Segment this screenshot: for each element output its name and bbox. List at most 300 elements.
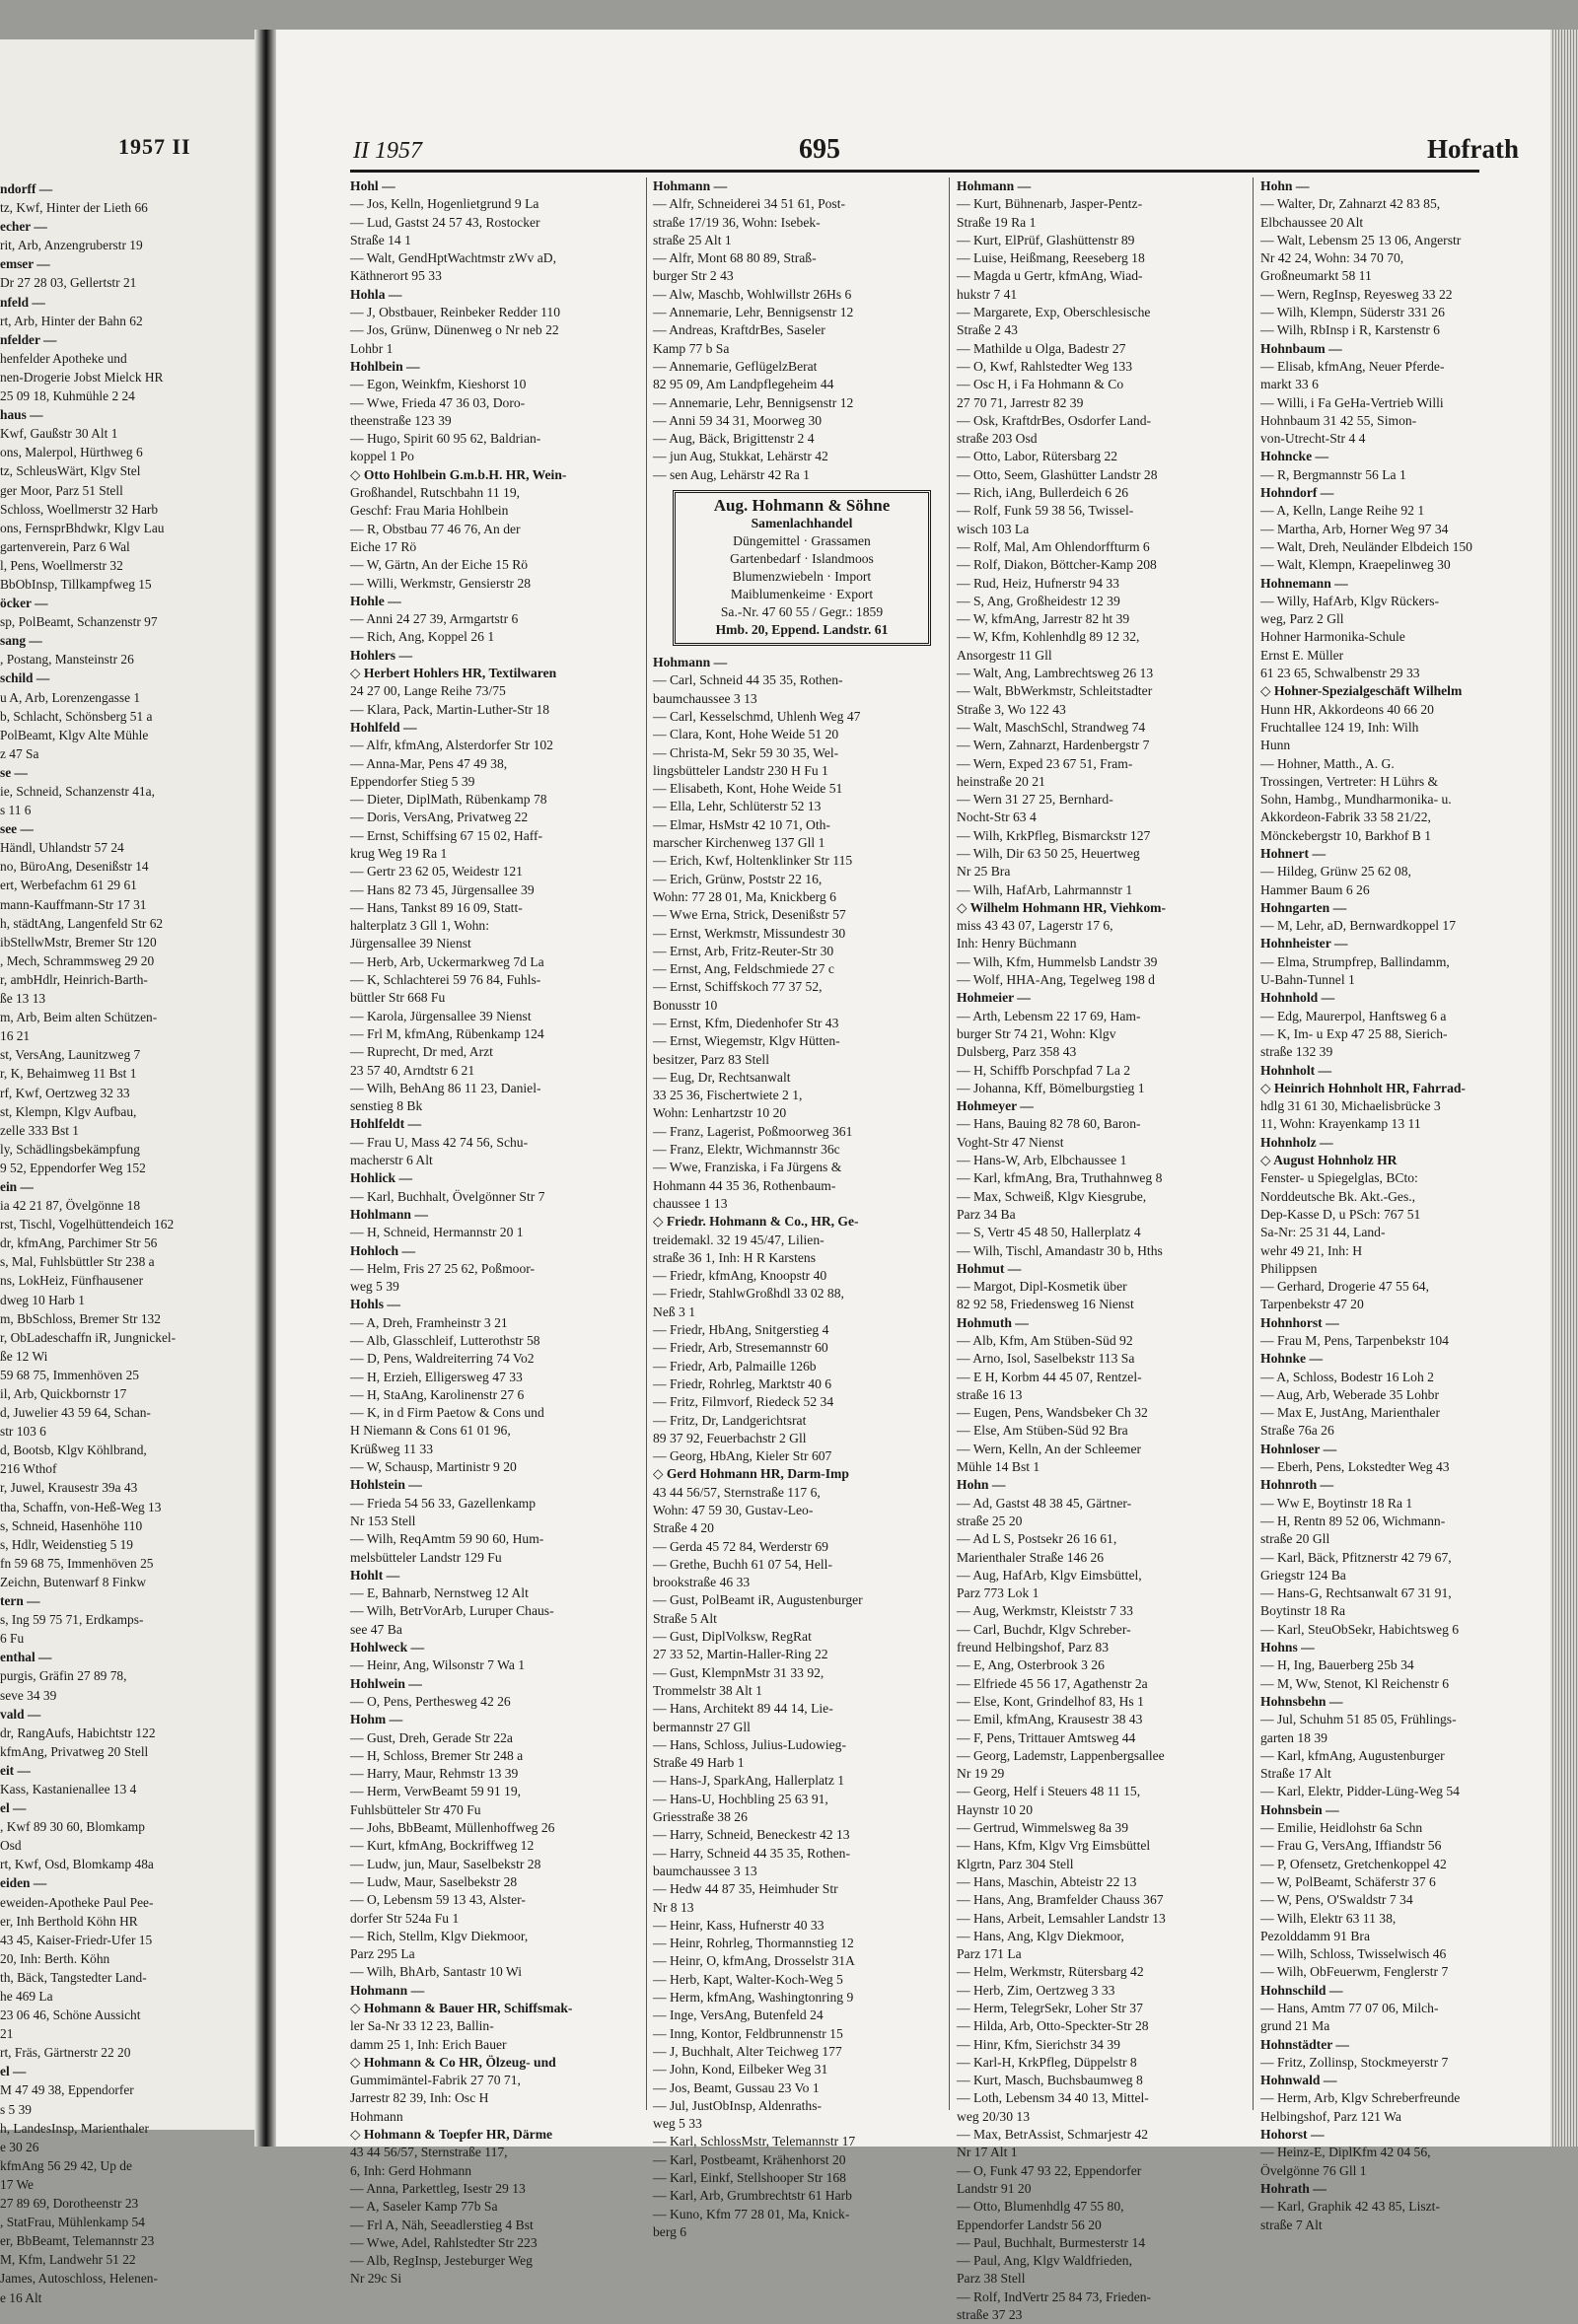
directory-entry-line: — Kurt, Bühnenarb, Jasper-Pentz-: [957, 196, 1143, 212]
directory-entry-line: Hohnbaum 31 42 55, Simon-: [1260, 412, 1417, 428]
surname-heading: Hohndorf —: [1260, 485, 1334, 501]
directory-entry-line: — Mathilde u Olga, Badestr 27: [957, 340, 1126, 356]
directory-entry-line: hdlg 31 61 30, Michaelisbrücke 3: [1260, 1098, 1441, 1114]
directory-entry-line: — Wilh, Elektr 63 11 38,: [1260, 1910, 1397, 1926]
directory-entry-line: — Herb, Kapt, Walter-Koch-Weg 5: [653, 1971, 843, 1987]
left-page-line: st, VersAng, Launitzweg 7: [0, 1047, 141, 1063]
directory-entry-line: heinstraße 20 21: [957, 773, 1045, 789]
directory-entry-line: — Gerhard, Drogerie 47 55 64,: [1260, 1279, 1430, 1295]
left-page-line: nfelder —: [0, 331, 57, 347]
directory-entry-line: — Herb, Zim, Oertzweg 3 33: [957, 1982, 1115, 1998]
directory-entry-line: — Karl, kfmAng, Augustenburger: [1260, 1747, 1445, 1763]
directory-entry-line: — Georg, Lademstr, Lappenbergsallee: [957, 1747, 1165, 1763]
directory-entry-line: Nr 153 Stell: [350, 1513, 416, 1528]
directory-entry-line: — Hans-U, Hochbling 25 63 91,: [653, 1791, 828, 1806]
left-page-line: rt, Fräs, Gärtnerstr 22 20: [0, 2045, 131, 2061]
left-page-line: eiden —: [0, 1875, 47, 1891]
directory-entry-line: see 47 Ba: [350, 1621, 402, 1637]
directory-entry-line: burger Str 74 21, Wohn: Klgv: [957, 1025, 1116, 1041]
directory-entry-line: — Wilh, Klempn, Süderstr 331 26: [1260, 305, 1445, 320]
left-page-line: he 469 La: [0, 1989, 53, 2004]
ad-text-line: Maiblumenkeime · Export: [730, 587, 874, 602]
directory-entry-line: burger Str 2 43: [653, 268, 734, 284]
left-page-line: 21: [0, 2026, 14, 2042]
directory-entry-line: — Wilh, BhArb, Santastr 10 Wi: [350, 1964, 522, 1980]
directory-entry-line: — Anna, Parkettleg, Isestr 29 13: [350, 2180, 526, 2196]
directory-entry-line: straße 16 13: [957, 1386, 1023, 1402]
ad-text-line: Blumenzwiebeln · Import: [732, 569, 872, 585]
directory-entry-line: — Gust, Dreh, Gerade Str 22a: [350, 1729, 513, 1745]
left-page-line: st, Klempn, Klgv Aufbau,: [0, 1103, 137, 1119]
left-page-line: henfelder Apotheke und: [0, 350, 127, 366]
directory-column-3: [957, 177, 1243, 2323]
directory-entry-line: weg 5 33: [653, 2116, 702, 2132]
directory-entry-line: — Herb, Arb, Uckermarkweg 7d La: [350, 953, 544, 969]
surname-heading: Hohnbaum —: [1260, 340, 1342, 356]
directory-entry-line: Nr 29c Si: [350, 2271, 402, 2287]
directory-entry-line: — Christa-M, Sekr 59 30 35, Wel-: [653, 744, 839, 760]
left-page-line: , Postang, Mansteinstr 26: [0, 652, 134, 668]
surname-heading: Hohlbein —: [350, 358, 420, 374]
left-page-line: r, Juwel, Krausestr 39a 43: [0, 1480, 138, 1496]
left-page-line: schild —: [0, 670, 50, 686]
left-page-line: r, ObLadeschaffn iR, Jungnickel-: [0, 1329, 177, 1345]
left-page-line: 23 06 46, Schöne Aussicht: [0, 2007, 141, 2023]
surname-heading: Hohrath —: [1260, 2180, 1327, 2196]
left-page-line: ndorff —: [0, 181, 53, 196]
left-page-line: dr, kfmAng, Parchimer Str 56: [0, 1235, 158, 1251]
directory-entry-line: — Paul, Buchhalt, Burmesterstr 14: [957, 2234, 1146, 2250]
directory-entry-line: Fuhlsbütteler Str 470 Fu: [350, 1801, 481, 1817]
left-page-column: [0, 179, 247, 2307]
directory-entry-line: — Anna-Mar, Pens 47 49 38,: [350, 755, 508, 771]
directory-entry-line: Parz 295 La: [350, 1946, 415, 1962]
directory-entry-line: — Hans 82 73 45, Jürgensallee 39: [350, 881, 535, 897]
surname-heading: Hohorst —: [1260, 2127, 1325, 2143]
directory-entry-line: — Wwe, Franziska, i Fa Jürgens &: [653, 1160, 842, 1175]
surname-heading: Hohns —: [1260, 1640, 1315, 1655]
left-page-line: er, BbBeamt, Telemannstr 23: [0, 2233, 155, 2249]
left-page-line: seve 34 39: [0, 1687, 57, 1703]
directory-entry-line: Eppendorfer Landstr 56 20: [957, 2217, 1102, 2232]
left-page-line: d, Bootsb, Klgv Köhlbrand,: [0, 1443, 147, 1458]
surname-heading: Hohlt —: [350, 1567, 400, 1583]
directory-entry-line: — Osk, KraftdrBes, Osdorfer Land-: [957, 412, 1152, 428]
directory-entry-line: — Hildeg, Grünw 25 62 08,: [1260, 864, 1411, 880]
directory-entry-line: 82 92 58, Friedensweg 16 Nienst: [957, 1297, 1134, 1312]
left-page-line: tz, SchleusWärt, Klgv Stel: [0, 463, 141, 479]
left-page-line: e 30 26: [0, 2139, 39, 2154]
directory-entry-line: — Gerda 45 72 84, Werderstr 69: [653, 1538, 828, 1554]
directory-entry-line: — Wilh, Dir 63 50 25, Heuertweg: [957, 845, 1140, 861]
directory-entry-line: — Hans, Amtm 77 07 06, Milch-: [1260, 2000, 1439, 2015]
ad-text-line: Gartenbedarf · Islandmoos: [730, 551, 874, 567]
directory-entry-line: Straße 5 Alt: [653, 1610, 717, 1626]
directory-entry-line: — Ww E, Boytinstr 18 Ra 1: [1260, 1495, 1413, 1511]
directory-entry-line: — Helm, Werkmstr, Rütersbarg 42: [957, 1964, 1144, 1980]
ad-text-line: Düngemittel · Grassamen: [733, 533, 871, 549]
left-page-line: Zeichn, Butenwarf 8 Finkw: [0, 1574, 147, 1589]
directory-entry-line: — Willi, Werkmstr, Gensierstr 28: [350, 575, 532, 591]
directory-column-4: [1260, 177, 1507, 2232]
left-page-line: fn 59 68 75, Immenhöven 25: [0, 1555, 154, 1571]
directory-entry-line: — Frl M, kfmAng, Rübenkamp 124: [350, 1025, 544, 1041]
directory-entry-line: — Hans, Ang, Klgv Diekmoor,: [957, 1928, 1124, 1943]
directory-entry-line: Voght-Str 47 Nienst: [957, 1134, 1064, 1150]
directory-entry-line: — Georg, Helf i Steuers 48 11 15,: [957, 1784, 1141, 1799]
directory-entry-line: — Frau G, VersAng, Iffiandstr 56: [1260, 1838, 1442, 1854]
directory-entry-line: — M, Ww, Stenot, Kl Reichenstr 6: [1260, 1675, 1450, 1691]
surname-heading: Hohmann —: [957, 178, 1032, 193]
directory-entry-line: — Rolf, Mal, Am Ohlendorffturm 6: [957, 538, 1150, 554]
directory-entry-line: weg 5 39: [350, 1279, 399, 1295]
left-page-line: kfmAng 56 29 42, Up de: [0, 2157, 132, 2173]
directory-entry-line: — Frau M, Pens, Tarpenbekstr 104: [1260, 1333, 1449, 1348]
left-page-line: haus —: [0, 407, 43, 423]
directory-entry-line: — H, Rentn 89 52 06, Wichmann-: [1260, 1513, 1446, 1528]
left-page-line: see —: [0, 821, 34, 837]
left-page-line: m, Arb, Beim alten Schützen-: [0, 1010, 158, 1025]
directory-entry-line: Straße 3, Wo 122 43: [957, 701, 1066, 717]
left-page-line: ns, LokHeiz, Fünfhausener: [0, 1273, 144, 1289]
directory-entry-line: Geschf: Frau Maria Hohlbein: [350, 503, 509, 519]
directory-entry-line: koppel 1 Po: [350, 449, 414, 464]
directory-entry-line: — Herm, Arb, Klgv Schreberfreunde: [1260, 2090, 1461, 2106]
directory-entry-line: grund 21 Ma: [1260, 2018, 1330, 2034]
directory-entry-line: — Karl, SteuObSekr, Habichtsweg 6: [1260, 1621, 1460, 1637]
directory-entry-line: — Walt, MaschSchl, Strandweg 74: [957, 719, 1146, 735]
directory-entry-line: — Ernst, Arb, Fritz-Reuter-Str 30: [653, 943, 834, 958]
directory-entry-line: — Franz, Elektr, Wichmannstr 36c: [653, 1142, 840, 1158]
left-page-line: rit, Arb, Anzengruberstr 19: [0, 238, 143, 253]
directory-entry-line: — Rolf, Diakon, Böttcher-Kamp 208: [957, 557, 1157, 573]
surname-heading: Hohls —: [350, 1297, 400, 1312]
firm-entry: ◇ Hohmann & Co HR, Ölzeug- und: [350, 2054, 556, 2070]
directory-entry-line: Akkordeon-Fabrik 33 58 21/22,: [1260, 810, 1431, 825]
directory-entry-line: — Friedr, Arb, Palmaille 126b: [653, 1358, 817, 1373]
directory-column-1: [350, 177, 636, 2287]
left-page-line: l, Pens, Woellmerstr 32: [0, 557, 123, 573]
directory-entry-line: 24 27 00, Lange Reihe 73/75: [350, 683, 506, 699]
left-page-line: nfeld —: [0, 294, 45, 310]
directory-entry-line: — Karl-H, KrkPfleg, Düppelstr 8: [957, 2054, 1137, 2070]
header-rule: [350, 170, 1479, 173]
left-page-line: James, Autoschloss, Helenen-: [0, 2271, 158, 2287]
directory-entry-line: straße 25 Alt 1: [653, 232, 732, 247]
directory-entry-line: — Heinr, Kass, Hufnerstr 40 33: [653, 1917, 825, 1933]
surname-heading: Hohnholz —: [1260, 1134, 1333, 1150]
directory-entry-line: — Fritz, Zollinsp, Stockmeyerstr 7: [1260, 2054, 1449, 2070]
directory-entry-line: — Wilh, HafArb, Lahrmannstr 1: [957, 881, 1133, 897]
directory-entry-line: — Paul, Ang, Klgv Waldfrieden,: [957, 2253, 1132, 2269]
directory-entry-line: Mönckebergstr 10, Barkhof B 1: [1260, 827, 1432, 843]
directory-entry-line: straße 37 23: [957, 2307, 1023, 2323]
directory-entry-line: — Luise, Heißmang, Reeseberg 18: [957, 250, 1145, 266]
left-page-line: mann-Kauffmann-Str 17 31: [0, 896, 147, 912]
directory-entry-line: — Carl, Schneid 44 35 35, Rothen-: [653, 672, 843, 688]
directory-entry-line: Tarpenbekstr 47 20: [1260, 1297, 1364, 1312]
left-page-line: gartenverein, Parz 6 Wal: [0, 538, 130, 554]
left-page-line: 43 45, Kaiser-Friedr-Ufer 15: [0, 1932, 153, 1947]
directory-entry-line: — Wwe, Adel, Rahlstedter Str 223: [350, 2234, 538, 2250]
directory-entry-line: Haynstr 10 20: [957, 1801, 1034, 1817]
left-page-line: kfmAng, Privatweg 20 Stell: [0, 1743, 149, 1759]
directory-entry-line: — R, Obstbau 77 46 76, An der: [350, 521, 521, 536]
directory-entry-line: — Hinr, Kfm, Sierichstr 34 39: [957, 2036, 1120, 2052]
directory-entry-line: Nr 19 29: [957, 1766, 1005, 1782]
directory-entry-line: — Jul, JustObInsp, Aldenraths-: [653, 2097, 823, 2113]
left-page-line: M, Kfm, Landwehr 51 22: [0, 2252, 136, 2268]
directory-entry-line: — J, Obstbauer, Reinbeker Redder 110: [350, 305, 560, 320]
directory-entry-line: — Hilda, Arb, Otto-Speckter-Str 28: [957, 2018, 1149, 2034]
left-page-line: er, Inh Berthold Köhn HR: [0, 1913, 138, 1929]
directory-entry-line: — sen Aug, Lehärstr 42 Ra 1: [653, 466, 810, 482]
directory-entry-line: — Walt, Dreh, Neuländer Elbdeich 150: [1260, 538, 1472, 554]
directory-entry-line: — P, Ofensetz, Gretchenkoppel 42: [1260, 1856, 1447, 1871]
directory-entry-line: — S, Ang, Großheidestr 12 39: [957, 593, 1120, 608]
left-page-line: se —: [0, 764, 28, 780]
column-divider: [949, 177, 950, 2110]
directory-entry-line: — Erich, Grünw, Poststr 22 16,: [653, 871, 823, 886]
directory-entry-line: treidemakl. 32 19 45/47, Lilien-: [653, 1232, 825, 1247]
directory-entry-line: Pezolddamm 91 Bra: [1260, 1928, 1370, 1943]
directory-entry-line: Krüßweg 11 33: [350, 1441, 434, 1456]
left-page-line: enthal —: [0, 1650, 52, 1665]
directory-entry-line: — Magda u Gertr, kfmAng, Wiad-: [957, 268, 1143, 284]
directory-entry-line: Sohn, Hambg., Mundharmonika- u.: [1260, 792, 1452, 808]
directory-entry-line: Klgrtn, Parz 304 Stell: [957, 1856, 1074, 1871]
directory-entry-line: miss 43 43 07, Lagerstr 17 6,: [957, 918, 1113, 934]
directory-entry-line: — Edg, Maurerpol, Hanftsweg 6 a: [1260, 1008, 1447, 1023]
directory-entry-line: brookstraße 46 33: [653, 1575, 751, 1590]
directory-entry-line: — Wilh, BetrVorArb, Luruper Chaus-: [350, 1603, 554, 1619]
directory-entry-line: — John, Kond, Eilbeker Weg 31: [653, 2062, 828, 2078]
directory-entry-line: — Karl, Bäck, Pfitznerstr 42 79 67,: [1260, 1549, 1452, 1565]
directory-entry-line: Parz 773 Lok 1: [957, 1585, 1040, 1601]
directory-entry-line: — Wilh, Tischl, Amandastr 30 b, Hths: [957, 1242, 1163, 1258]
left-page-line: s, Hdlr, Weidenstieg 5 19: [0, 1536, 134, 1552]
surname-heading: Hohl —: [350, 178, 395, 193]
left-page-line: ia 42 21 87, Övelgönne 18: [0, 1198, 141, 1214]
directory-entry-line: — W, kfmAng, Jarrestr 82 ht 39: [957, 611, 1130, 627]
left-page-line: el —: [0, 2064, 27, 2079]
directory-entry-line: H Niemann & Cons 61 01 96,: [350, 1423, 511, 1439]
directory-entry-line: — Walt, GendHptWachtmstr zWv aD,: [350, 250, 556, 266]
directory-entry-line: straße 20 Gll: [1260, 1531, 1330, 1547]
directory-entry-line: — Wilh, RbInsp i R, Karstenstr 6: [1260, 322, 1440, 338]
directory-entry-line: straße 17/19 36, Wohn: Isebek-: [653, 214, 821, 230]
directory-entry-line: — Martha, Arb, Horner Weg 97 34: [1260, 521, 1449, 536]
directory-entry-line: — Aug, Arb, Weberade 35 Lohbr: [1260, 1386, 1439, 1402]
directory-entry-line: straße 203 Osd: [957, 431, 1038, 447]
left-page-line: r, ambHdlr, Heinrich-Barth-: [0, 971, 148, 987]
directory-entry-line: — W, Gärtn, An der Eiche 15 Rö: [350, 557, 529, 573]
directory-entry-line: — Emilie, Heidlohstr 6a Schn: [1260, 1820, 1423, 1836]
page-edge-stack: [1550, 30, 1578, 2147]
directory-entry-line: 89 37 92, Feuerbachstr 2 Gll: [653, 1430, 807, 1445]
firm-entry: ◇ August Hohnholz HR: [1260, 1153, 1398, 1168]
surname-heading: Hohmeier —: [957, 990, 1031, 1006]
directory-entry-line: Helbingshof, Parz 121 Wa: [1260, 2108, 1401, 2124]
directory-entry-line: — H, Schneid, Hermannstr 20 1: [350, 1225, 524, 1240]
directory-entry-line: — Hans-G, Rechtsanwalt 67 31 91,: [1260, 1585, 1452, 1601]
left-page-line: b, Schlacht, Schönsberg 51 a: [0, 708, 153, 724]
directory-entry-line: — Alb, RegInsp, Jesteburger Weg: [350, 2253, 533, 2269]
directory-entry-line: Großhandel, Rutschbahn 11 19,: [350, 485, 521, 501]
firm-entry: ◇ Heinrich Hohnholt HR, Fahrrad-: [1260, 1080, 1466, 1095]
surname-heading: Hohloch —: [350, 1242, 416, 1258]
directory-entry-line: Mühle 14 Bst 1: [957, 1459, 1040, 1475]
directory-entry-line: — Wern, Exped 23 67 51, Fram-: [957, 755, 1133, 771]
left-page-line: 6 Fu: [0, 1631, 25, 1647]
directory-entry-line: — Hans-W, Arb, Elbchaussee 1: [957, 1153, 1127, 1168]
directory-entry-line: wisch 103 La: [957, 521, 1030, 536]
surname-heading: Hohnwald —: [1260, 2073, 1337, 2088]
surname-heading: Hohncke —: [1260, 449, 1329, 464]
firm-entry: ◇ Friedr. Hohmann & Co., HR, Ge-: [653, 1214, 859, 1230]
directory-entry-line: — Frau U, Mass 42 74 56, Schu-: [350, 1134, 529, 1150]
left-page-line: BbObInsp, Tillkampfweg 15: [0, 576, 152, 592]
directory-entry-line: Eppendorfer Stieg 5 39: [350, 773, 475, 789]
directory-entry-line: — Else, Am Stüben-Süd 92 Bra: [957, 1423, 1128, 1439]
directory-entry-line: wehr 49 21, Inh: H: [1260, 1242, 1363, 1258]
directory-entry-line: — Harry, Schneid 44 35 35, Rothen-: [653, 1845, 850, 1861]
directory-entry-line: — Gertr 23 62 05, Weidestr 121: [350, 864, 523, 880]
directory-entry-line: — H, StaAng, Karolinenstr 27 6: [350, 1386, 525, 1402]
directory-entry-line: — Walt, Ang, Lambrechtsweg 26 13: [957, 666, 1154, 681]
page-header: [276, 106, 1519, 170]
directory-entry-line: Griesstraße 38 26: [653, 1809, 748, 1825]
directory-entry-line: — Hohner, Matth., A. G.: [1260, 755, 1395, 771]
directory-entry-line: markt 33 6: [1260, 377, 1319, 392]
directory-entry-line: — Hans, Maschin, Abteistr 22 13: [957, 1873, 1137, 1889]
left-page-line: öcker —: [0, 596, 48, 611]
directory-entry-line: — Otto, Blumenhdlg 47 55 80,: [957, 2199, 1124, 2215]
directory-entry-line: senstieg 8 Bk: [350, 1098, 423, 1114]
directory-entry-line: — Helm, Fris 27 25 62, Poßmoor-: [350, 1260, 536, 1276]
column-divider: [1253, 177, 1254, 2110]
directory-entry-line: — Arno, Isol, Saselbekstr 113 Sa: [957, 1351, 1135, 1367]
directory-entry-line: — Harry, Maur, Rehmstr 13 39: [350, 1766, 519, 1782]
directory-entry-line: Parz 38 Stell: [957, 2271, 1026, 2287]
directory-entry-line: — Kuno, Kfm 77 28 01, Ma, Knick-: [653, 2206, 850, 2221]
directory-entry-line: — Harry, Schneid, Beneckestr 42 13: [653, 1827, 850, 1843]
directory-entry-line: straße 132 39: [1260, 1044, 1333, 1060]
left-page-line: echer —: [0, 219, 47, 235]
directory-entry-line: — Wilh, ObFeuerwm, Fenglerstr 7: [1260, 1964, 1449, 1980]
directory-entry-line: Ansorgestr 11 Gll: [957, 647, 1052, 663]
directory-entry-line: Griegstr 124 Ba: [1260, 1567, 1346, 1583]
surname-heading: Hohnhold —: [1260, 990, 1335, 1006]
left-page-line: eweiden-Apotheke Paul Pee-: [0, 1894, 154, 1910]
directory-entry-line: berg 6: [653, 2223, 687, 2239]
surname-heading: Hohnschild —: [1260, 1982, 1343, 1998]
surname-heading: Hohmann —: [653, 178, 728, 193]
left-page: [0, 39, 254, 2305]
left-page-line: 216 Wthof: [0, 1461, 57, 1477]
directory-entry-line: 11, Wohn: Krayenkamp 13 11: [1260, 1116, 1421, 1132]
surname-heading: Hohlstein —: [350, 1477, 422, 1493]
directory-entry-line: — H, Ing, Bauerberg 25b 34: [1260, 1657, 1414, 1673]
directory-entry-line: — Gust, KlempnMstr 31 33 92,: [653, 1664, 825, 1680]
directory-entry-line: — Wilh, ReqAmtm 59 90 60, Hum-: [350, 1531, 544, 1547]
directory-entry-line: — Andreas, KraftdrBes, Saseler: [653, 322, 825, 338]
directory-entry-line: — Elfriede 45 56 17, Agathenstr 2a: [957, 1675, 1148, 1691]
directory-entry-line: — Anni 24 27 39, Armgartstr 6: [350, 611, 519, 627]
directory-entry-line: — Ruprecht, Dr med, Arzt: [350, 1044, 493, 1060]
directory-entry-line: 27 33 52, Martin-Haller-Ring 22: [653, 1647, 828, 1662]
surname-heading: Hohnemann —: [1260, 575, 1348, 591]
directory-entry-line: — E H, Korbm 44 45 07, Rentzel-: [957, 1369, 1142, 1384]
directory-entry-line: — Rud, Heiz, Hufnerstr 94 33: [957, 575, 1119, 591]
directory-entry-line: besitzer, Parz 83 Stell: [653, 1051, 769, 1067]
directory-entry-line: — W, Schausp, Martinistr 9 20: [350, 1459, 517, 1475]
directory-entry-line: — Hugo, Spirit 60 95 62, Baldrian-: [350, 431, 541, 447]
surname-heading: Hohmut —: [957, 1260, 1022, 1276]
directory-entry-line: — E, Ang, Osterbrook 3 26: [957, 1657, 1105, 1673]
directory-entry-line: — E, Bahnarb, Nernstweg 12 Alt: [350, 1585, 529, 1601]
directory-entry-line: — Kurt, Masch, Buchsbaumweg 8: [957, 2073, 1143, 2088]
directory-entry-line: — W, PolBeamt, Schäferstr 37 6: [1260, 1873, 1436, 1889]
directory-entry-line: — H, Erzieh, Elligersweg 47 33: [350, 1369, 523, 1384]
directory-entry-line: — Arth, Lebensm 22 17 69, Ham-: [957, 1008, 1141, 1023]
directory-entry-line: — Friedr, Rohrleg, Marktstr 40 6: [653, 1375, 832, 1391]
directory-entry-line: — Herm, TelegrSekr, Loher Str 37: [957, 2000, 1143, 2015]
directory-entry-line: damm 25 1, Inh: Erich Bauer: [350, 2036, 507, 2052]
directory-entry-line: — Hans, Ang, Bramfelder Chauss 367: [957, 1892, 1164, 1908]
directory-entry-line: — Aug, HafArb, Klgv Eimsbüttel,: [957, 1567, 1142, 1583]
left-page-line: 9 52, Eppendorfer Weg 152: [0, 1160, 146, 1175]
directory-entry-line: — Wern, Zahnarzt, Hardenbergstr 7: [957, 738, 1150, 753]
directory-entry-line: straße 25 20: [957, 1513, 1023, 1528]
directory-entry-line: 27 70 71, Jarrestr 82 39: [957, 394, 1084, 410]
running-head: Hofrath: [1427, 134, 1519, 164]
directory-entry-line: — Ad L S, Postsekr 26 16 61,: [957, 1531, 1117, 1547]
surname-heading: Hohnheister —: [1260, 936, 1348, 951]
directory-entry-line: — K, in d Firm Paetow & Cons und: [350, 1405, 544, 1421]
directory-entry-line: — Annemarie, GeflügelzBerat: [653, 358, 818, 374]
surname-heading: Hohnhorst —: [1260, 1314, 1339, 1330]
directory-entry-line: — Max E, JustAng, Marienthaler: [1260, 1405, 1440, 1421]
directory-entry-line: — A, Schloss, Bodestr 16 Loh 2: [1260, 1369, 1434, 1384]
directory-entry-line: — R, Bergmannstr 56 La 1: [1260, 466, 1406, 482]
directory-entry-line: — Karl, Postbeamt, Krähenhorst 20: [653, 2151, 846, 2167]
directory-entry-line: Dulsberg, Parz 358 43: [957, 1044, 1077, 1060]
left-page-line: 59 68 75, Immenhöven 25: [0, 1367, 139, 1382]
left-page-line: , Kwf 89 30 60, Blomkamp: [0, 1819, 145, 1835]
directory-entry-line: — jun Aug, Stukkat, Lehärstr 42: [653, 449, 828, 464]
directory-entry-line: Jürgensallee 39 Nienst: [350, 936, 471, 951]
firm-entry: ◇ Gerd Hohmann HR, Darm-Imp: [653, 1466, 849, 1482]
directory-entry-line: Kamp 77 b Sa: [653, 340, 730, 356]
left-page-line: ie, Schneid, Schanzenstr 41a,: [0, 784, 155, 799]
left-page-line: purgis, Gräfin 27 89 78,: [0, 1668, 127, 1684]
left-page-line: 16 21: [0, 1028, 31, 1044]
directory-entry-line: theenstraße 123 39: [350, 412, 452, 428]
directory-entry-line: — Max, Schweiß, Klgv Kiesgrube,: [957, 1188, 1147, 1204]
left-page-line: il, Arb, Quickbornstr 17: [0, 1386, 127, 1401]
surname-heading: Hohlers —: [350, 647, 413, 663]
directory-entry-line: — Klara, Pack, Martin-Luther-Str 18: [350, 701, 550, 717]
directory-entry-line: — A, Kelln, Lange Reihe 92 1: [1260, 503, 1425, 519]
directory-entry-line: Ernst E. Müller: [1260, 647, 1344, 663]
directory-entry-line: — Walt, Klempn, Kraepelinweg 30: [1260, 557, 1451, 573]
directory-entry-line: Straße 14 1: [350, 232, 411, 247]
directory-entry-line: 23 57 40, Arndtstr 6 21: [350, 1062, 475, 1078]
left-page-line: s, Schneid, Hasenhöhe 110: [0, 1517, 143, 1533]
left-page-line: r, K, Behaimweg 11 Bst 1: [0, 1066, 137, 1082]
directory-entry-line: — Elisab, kfmAng, Neuer Pferde-: [1260, 358, 1445, 374]
